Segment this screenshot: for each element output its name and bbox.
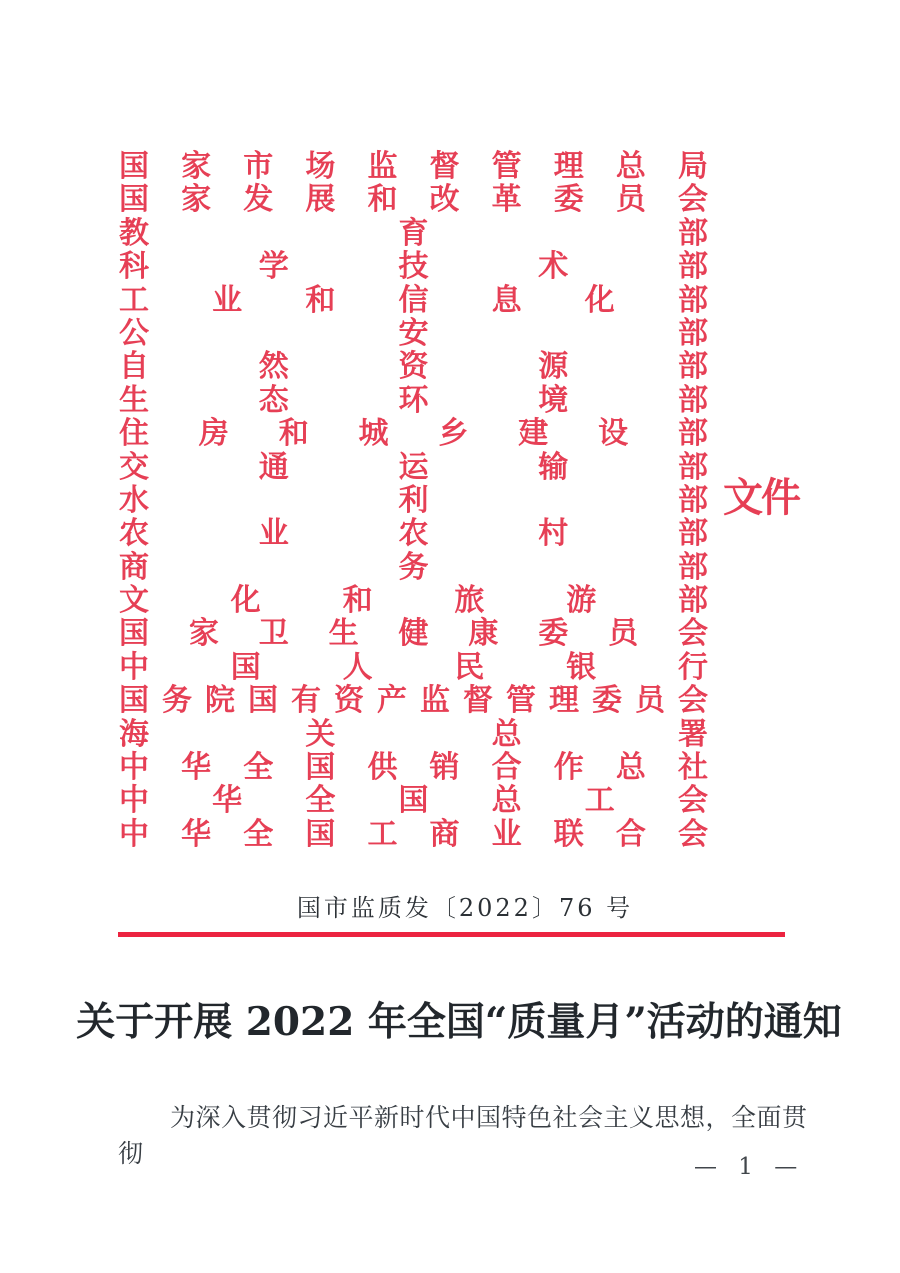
agency-row xyxy=(119,217,708,250)
agency-char: 有 xyxy=(291,683,321,719)
agency-char: 市 xyxy=(243,149,274,184)
agency-char: 委 xyxy=(538,616,569,652)
agency-char: 部 xyxy=(678,382,708,418)
agency-char: 育 xyxy=(398,215,429,251)
agency-char: 部 xyxy=(677,583,708,619)
agency-char: 管 xyxy=(506,683,536,719)
agency-char: 和 xyxy=(367,182,398,218)
agency-char: 和 xyxy=(305,282,336,318)
agency-char: 家 xyxy=(181,182,212,218)
agency-char: 业 xyxy=(212,282,243,318)
agency-char: 国 xyxy=(305,750,336,786)
document-title: 关于开展 2022 年全国“质量月”活动的通知 xyxy=(76,999,842,1045)
agency-char: 化 xyxy=(584,282,615,318)
agency-char: 国 xyxy=(119,149,149,184)
page-number: — 1 — xyxy=(694,1154,805,1180)
agency-row xyxy=(119,317,708,350)
agency-char: 国 xyxy=(119,616,149,652)
agency-char: 合 xyxy=(615,816,646,852)
agency-char: 总 xyxy=(615,149,646,184)
agency-char: 督 xyxy=(429,149,460,184)
agency-char: 安 xyxy=(398,315,429,351)
agency-char: 会 xyxy=(677,783,708,819)
agency-char: 华 xyxy=(181,816,212,852)
agency-char: 卫 xyxy=(258,616,289,652)
agency-char: 通 xyxy=(258,449,289,485)
agency-char: 业 xyxy=(491,816,522,852)
agency-char: 房 xyxy=(198,416,229,452)
agency-char: 生 xyxy=(119,382,149,418)
agency-char: 局 xyxy=(677,149,708,184)
agency-char: 业 xyxy=(258,516,289,552)
agency-char: 中 xyxy=(119,750,149,786)
agency-row xyxy=(119,451,708,484)
agency-row xyxy=(119,417,708,450)
agency-char: 信 xyxy=(398,282,429,318)
agency-char: 源 xyxy=(538,349,569,385)
document-type-label: 文件 xyxy=(723,474,799,521)
agency-char: 学 xyxy=(258,249,289,285)
agency-row xyxy=(119,617,708,650)
agency-char: 员 xyxy=(608,616,639,652)
agency-char: 监 xyxy=(420,683,450,719)
agency-char: 全 xyxy=(305,783,336,819)
document-reference-number: 国市监质发〔2022〕76 号 xyxy=(296,894,634,922)
agency-char: 委 xyxy=(592,683,622,719)
agency-char: 游 xyxy=(566,583,597,619)
agency-char: 村 xyxy=(538,516,569,552)
agency-char: 利 xyxy=(398,482,429,518)
agency-char: 全 xyxy=(243,816,274,852)
agency-char: 态 xyxy=(258,382,289,418)
agency-char: 部 xyxy=(678,549,708,585)
agency-char: 工 xyxy=(367,816,398,852)
agency-char: 银 xyxy=(566,649,597,685)
agency-char: 部 xyxy=(678,315,708,351)
agency-char: 输 xyxy=(538,449,569,485)
agency-char: 改 xyxy=(429,182,460,218)
agency-char: 会 xyxy=(678,683,708,719)
agency-char: 商 xyxy=(119,549,149,585)
agency-char: 场 xyxy=(305,149,336,184)
agency-char: 理 xyxy=(553,149,584,184)
body-paragraph: 为深入贯彻习近平新时代中国特色社会主义思想，全面贯彻 xyxy=(118,1103,808,1168)
agency-char: 国 xyxy=(398,783,429,819)
agency-char: 关 xyxy=(305,716,336,752)
agency-char: 人 xyxy=(342,649,373,685)
agency-char: 农 xyxy=(398,516,429,552)
agency-char: 总 xyxy=(615,750,646,786)
agency-char: 商 xyxy=(429,816,460,852)
agency-char: 革 xyxy=(491,182,522,218)
agency-char: 术 xyxy=(538,249,569,285)
agency-row xyxy=(119,250,708,283)
agency-char: 自 xyxy=(119,349,149,385)
agency-char: 国 xyxy=(305,816,336,852)
agency-char: 环 xyxy=(398,382,429,418)
agency-char: 建 xyxy=(518,416,549,452)
agency-char: 部 xyxy=(677,282,708,318)
agency-row xyxy=(119,818,708,851)
issuing-agencies-block xyxy=(119,150,708,851)
agency-char: 旅 xyxy=(454,583,485,619)
agency-char: 管 xyxy=(491,149,522,184)
agency-char: 总 xyxy=(491,716,522,752)
agency-char: 农 xyxy=(119,516,149,552)
agency-char: 总 xyxy=(491,783,522,819)
agency-row xyxy=(119,651,708,684)
agency-char: 部 xyxy=(678,349,708,385)
agency-char: 然 xyxy=(258,349,289,385)
agency-char: 健 xyxy=(398,616,429,652)
agency-char: 部 xyxy=(677,416,708,452)
agency-char: 工 xyxy=(584,783,615,819)
agency-char: 员 xyxy=(635,683,665,719)
agency-char: 和 xyxy=(342,583,373,619)
agency-char: 技 xyxy=(398,249,429,285)
agency-row xyxy=(119,284,708,317)
agency-char: 会 xyxy=(677,816,708,852)
agency-row xyxy=(119,784,708,817)
agency-char: 乡 xyxy=(438,416,469,452)
agency-char: 教 xyxy=(119,215,149,251)
agency-char: 康 xyxy=(468,616,499,652)
agency-char: 息 xyxy=(491,282,522,318)
agency-char: 发 xyxy=(243,182,274,218)
agency-char: 城 xyxy=(358,416,389,452)
agency-char: 联 xyxy=(553,816,584,852)
red-divider-line xyxy=(118,932,785,937)
agency-char: 国 xyxy=(119,683,149,719)
agency-char: 中 xyxy=(119,816,149,852)
agency-char: 销 xyxy=(429,750,460,786)
agency-char: 水 xyxy=(119,482,149,518)
agency-char: 员 xyxy=(615,182,646,218)
agency-char: 全 xyxy=(243,750,274,786)
agency-char: 会 xyxy=(678,616,708,652)
agency-char: 海 xyxy=(119,716,149,752)
agency-row xyxy=(119,150,708,183)
agency-char: 生 xyxy=(328,616,359,652)
agency-char: 产 xyxy=(377,683,407,719)
agency-char: 运 xyxy=(398,449,429,485)
agency-char: 作 xyxy=(553,750,584,786)
agency-char: 务 xyxy=(162,683,192,719)
agency-char: 部 xyxy=(678,215,708,251)
agency-char: 华 xyxy=(181,750,212,786)
agency-char: 行 xyxy=(677,649,708,685)
agency-char: 部 xyxy=(678,482,708,518)
agency-char: 部 xyxy=(678,516,708,552)
agency-row xyxy=(119,718,708,751)
agency-char: 交 xyxy=(119,449,149,485)
agency-row xyxy=(119,384,708,417)
agency-char: 民 xyxy=(454,649,485,685)
agency-char: 华 xyxy=(212,783,243,819)
agency-char: 中 xyxy=(119,649,149,685)
agency-char: 公 xyxy=(119,315,149,351)
agency-char: 委 xyxy=(553,182,584,218)
agency-char: 国 xyxy=(248,683,278,719)
agency-char: 理 xyxy=(549,683,579,719)
agency-char: 设 xyxy=(598,416,629,452)
agency-char: 境 xyxy=(538,382,569,418)
agency-char: 家 xyxy=(188,616,219,652)
agency-row xyxy=(119,484,708,517)
agency-char: 国 xyxy=(119,182,149,218)
agency-row xyxy=(119,684,708,717)
agency-char: 院 xyxy=(205,683,235,719)
agency-char: 中 xyxy=(119,783,149,819)
agency-char: 会 xyxy=(677,182,708,218)
agency-char: 化 xyxy=(230,583,261,619)
agency-char: 社 xyxy=(677,750,708,786)
agency-char: 展 xyxy=(305,182,336,218)
agency-char: 督 xyxy=(463,683,493,719)
agency-char: 资 xyxy=(334,683,364,719)
agency-char: 供 xyxy=(367,750,398,786)
agency-row xyxy=(119,350,708,383)
agency-char: 国 xyxy=(230,649,261,685)
agency-row xyxy=(119,517,708,550)
agency-row xyxy=(119,551,708,584)
agency-char: 署 xyxy=(677,716,708,752)
agency-char: 务 xyxy=(398,549,429,585)
agency-row xyxy=(119,751,708,784)
agency-char: 部 xyxy=(678,449,708,485)
agency-row xyxy=(119,183,708,216)
agency-char: 文 xyxy=(119,583,149,619)
agency-char: 工 xyxy=(119,282,149,318)
agency-char: 资 xyxy=(398,349,429,385)
agency-char: 家 xyxy=(181,149,212,184)
agency-char: 住 xyxy=(119,416,149,452)
agency-char: 监 xyxy=(367,149,398,184)
agency-char: 科 xyxy=(119,249,149,285)
agency-row xyxy=(119,584,708,617)
agency-char: 部 xyxy=(678,249,708,285)
agency-char: 合 xyxy=(491,750,522,786)
agency-char: 和 xyxy=(278,416,309,452)
